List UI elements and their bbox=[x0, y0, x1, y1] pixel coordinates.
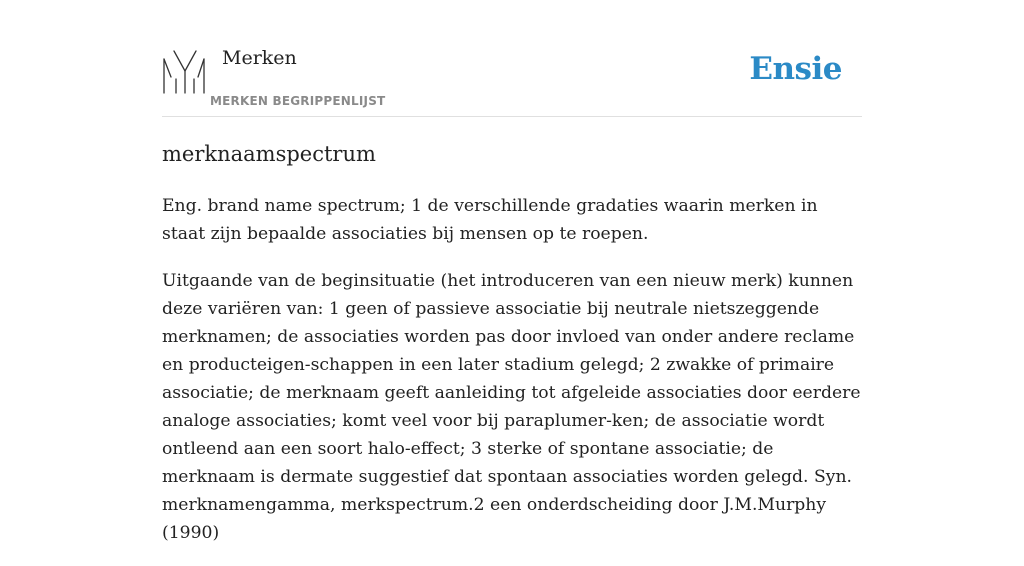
definition-paragraph: Eng. brand name spectrum; 1 de verschillende gradaties waarin merken in staat zijn bepaalde associaties bij mensen op te roepen. bbox=[162, 196, 818, 244]
page-container bbox=[162, 0, 862, 543]
brand-logo-link[interactable]: Ensie bbox=[749, 51, 842, 87]
site-name-link[interactable]: Merken bbox=[222, 47, 297, 69]
site-header bbox=[162, 0, 862, 117]
definition-body bbox=[162, 192, 862, 566]
term-title: merknaamspectrum bbox=[162, 142, 376, 166]
merken-monogram-icon[interactable] bbox=[162, 47, 208, 95]
definition-paragraph: Uitgaande van de beginsituatie (het introduceren van een nieuw merk) kunnen deze variëren van: 1 geen of passieve associatie bij neutrale nietszeggende merknamen; de associaties worden pas door invloed van onder andere reclame en producteigen-schappen in een later stadium gelegd; 2 zwakke of primaire associatie; de merknaam geeft aanleiding tot afgeleide associaties door eerdere analoge associaties; komt veel voor bij paraplumer-ken; de associatie wordt ontleend aan een soort halo-effect; 3 sterke of spontane associatie; de merknaam is dermate suggestief dat spontaan associaties worden gelegd. Syn. merknamengamma, merkspectrum.2 een onderdscheiding door J.M.Murphy (1990) bbox=[162, 271, 861, 543]
site-subtitle-link[interactable]: MERKEN BEGRIPPENLIJST bbox=[210, 94, 386, 108]
